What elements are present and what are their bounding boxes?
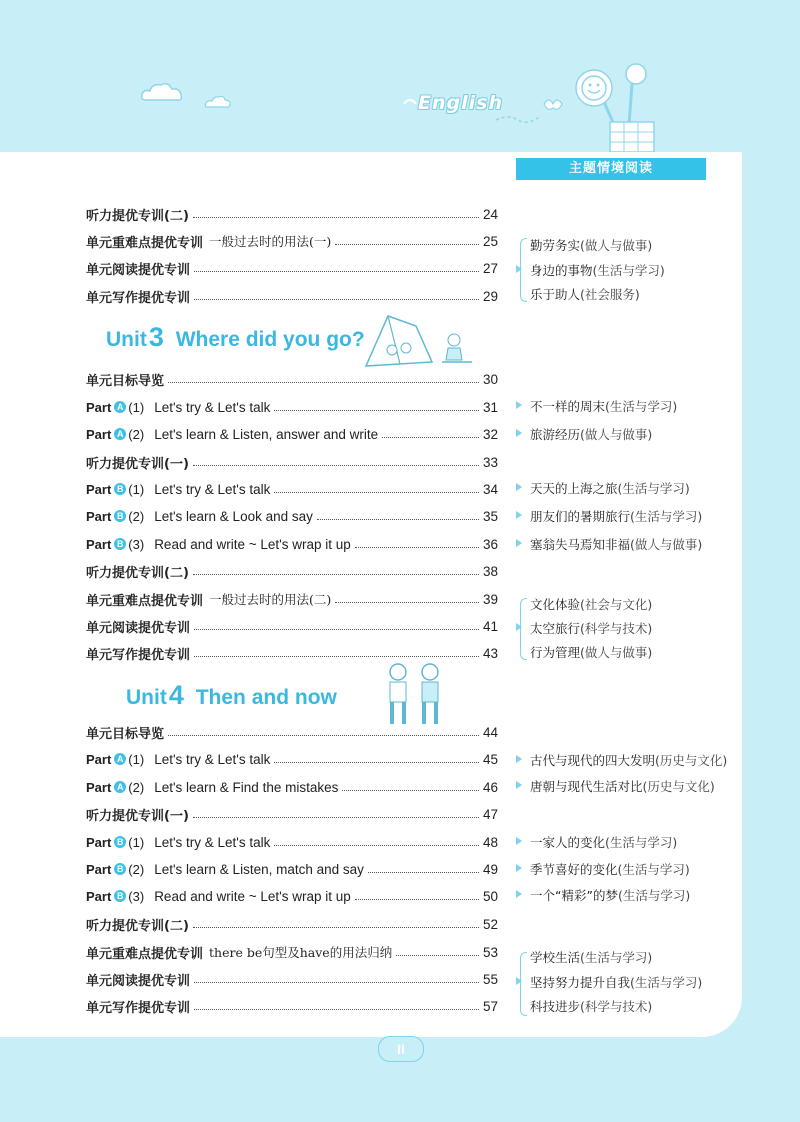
leader-dots <box>194 271 479 272</box>
toc-page-number: 33 <box>482 454 498 470</box>
toc-row-label: 听力提优专训(二) <box>86 208 189 224</box>
reading-topic-category: (生活与学习) <box>630 975 703 990</box>
reading-topic-category: (历史与文化) <box>655 753 728 768</box>
cloud-decoration-left <box>140 80 184 104</box>
leader-dots <box>194 1009 479 1010</box>
reading-topic-title: 勤劳务实 <box>530 238 581 253</box>
toc-page-number: 53 <box>482 944 498 960</box>
reading-topic-title: 天天的上海之旅 <box>530 481 618 496</box>
reading-topic-title: 太空旅行 <box>530 621 581 636</box>
toc-row-subtitle: 一般过去时的用法(二) <box>209 592 332 607</box>
reading-topic[interactable] <box>530 643 652 661</box>
toc-row[interactable] <box>86 561 498 581</box>
leader-dots <box>194 299 479 300</box>
lesson-title: Let's try & Let's talk <box>154 399 271 415</box>
leader-dots <box>274 410 479 411</box>
leader-dots <box>355 899 479 900</box>
part-label: Part <box>86 399 112 415</box>
toc-row[interactable] <box>86 804 498 824</box>
part-label: Part <box>86 751 112 767</box>
reading-topic[interactable] <box>530 973 702 991</box>
part-label: Part <box>86 508 112 524</box>
part-letter-badge: B <box>114 836 126 848</box>
toc-row[interactable] <box>86 397 498 417</box>
leader-dots <box>355 547 479 548</box>
toc-row[interactable] <box>86 204 498 224</box>
reading-topic[interactable] <box>530 397 677 415</box>
arrow-marker-icon <box>516 429 522 437</box>
reading-topic[interactable] <box>530 425 652 443</box>
toc-row[interactable] <box>86 506 498 526</box>
toc-page-number: 34 <box>482 481 498 497</box>
part-label: Part <box>86 536 112 552</box>
two-boys-illustration <box>380 662 450 726</box>
leader-dots <box>193 817 479 818</box>
reading-topic-title: 古代与现代的四大发明 <box>530 753 656 768</box>
reading-topic-title: 学校生活 <box>530 950 581 965</box>
toc-page-number: 41 <box>482 618 498 634</box>
unit-4-heading <box>126 680 337 711</box>
unit-3-heading <box>106 322 365 353</box>
reading-topic-title: 朋友们的暑期旅行 <box>530 509 631 524</box>
toc-row[interactable] <box>86 534 498 554</box>
reading-topic[interactable] <box>530 751 727 769</box>
toc-row-label: 单元目标导览 <box>86 726 165 742</box>
page-number: II <box>378 1036 424 1062</box>
toc-row[interactable] <box>86 479 498 499</box>
lesson-title: Let's learn & Listen, answer and write <box>154 426 379 442</box>
group-bracket <box>520 952 527 1016</box>
toc-row[interactable] <box>86 886 498 906</box>
reading-topic-title: 科技进步 <box>530 999 581 1014</box>
tent-children-illustration <box>362 310 478 370</box>
reading-topic-category: (社会服务) <box>580 287 640 302</box>
unit-label: Unit <box>126 686 167 709</box>
toc-page-number: 25 <box>482 233 498 249</box>
toc-row-label: 听力提优专训(二) <box>86 565 189 581</box>
reading-topic-category: (生活与学习) <box>580 950 653 965</box>
leader-dots <box>168 382 479 383</box>
toc-page-number: 46 <box>482 779 498 795</box>
reading-topic[interactable] <box>530 479 690 497</box>
arrow-marker-icon <box>516 483 522 491</box>
toc-page-number: 39 <box>482 591 498 607</box>
toc-row[interactable] <box>86 722 498 742</box>
reading-topic[interactable] <box>530 619 652 637</box>
leader-dots <box>194 656 479 657</box>
reading-topic-title: 不一样的周末 <box>530 399 606 414</box>
group-bracket <box>520 598 527 660</box>
toc-row-label: 单元重难点提优专训 <box>86 235 204 251</box>
unit-number: 3 <box>148 322 164 352</box>
part-index: (3) <box>128 888 145 904</box>
part-letter-badge: A <box>114 781 126 793</box>
toc-row-label: 单元重难点提优专训 <box>86 593 204 609</box>
reading-topic-title: 唐朝与现代生活对比 <box>530 779 643 794</box>
reading-topic-title: 一家人的变化 <box>530 835 606 850</box>
reading-topic-category: (科学与技术) <box>580 999 653 1014</box>
lesson-title: Let's learn & Look and say <box>154 508 313 524</box>
leader-dots <box>342 790 479 791</box>
toc-row[interactable] <box>86 424 498 444</box>
leader-dots <box>193 574 479 575</box>
leader-dots <box>382 437 479 438</box>
toc-page-number: 55 <box>482 971 498 987</box>
part-label: Part <box>86 779 112 795</box>
toc-row-label: 单元写作提优专训 <box>86 1000 191 1016</box>
leader-dots <box>317 519 479 520</box>
toc-row[interactable] <box>86 777 498 797</box>
toc-row-label: 单元重难点提优专训 <box>86 946 204 962</box>
reading-topic[interactable] <box>530 948 652 966</box>
reading-topic-category: (生活与学习) <box>605 399 678 414</box>
part-index: (2) <box>128 508 145 524</box>
toc-page-number: 36 <box>482 536 498 552</box>
part-index: (2) <box>128 861 145 877</box>
toc-page-number: 50 <box>482 888 498 904</box>
part-index: (1) <box>128 834 145 850</box>
reading-topic-category: (做人与做事) <box>580 645 653 660</box>
toc-row[interactable] <box>86 589 498 609</box>
reading-topic[interactable] <box>530 261 665 279</box>
part-label: Part <box>86 426 112 442</box>
toc-row[interactable] <box>86 832 498 852</box>
reading-topic-category: (做人与做事) <box>580 238 653 253</box>
reading-topic-title: 一个“精彩”的梦 <box>530 888 618 903</box>
leader-dots <box>193 927 479 928</box>
toc-page-number: 24 <box>482 206 498 222</box>
reading-topic-category: (生活与学习) <box>592 263 665 278</box>
toc-row[interactable] <box>86 286 498 306</box>
part-label: Part <box>86 888 112 904</box>
unit-title-text: Where did you go? <box>175 328 365 351</box>
reading-topic-category: (生活与学习) <box>630 509 703 524</box>
part-letter-badge: A <box>114 428 126 440</box>
toc-row[interactable] <box>86 643 498 663</box>
reading-topic-title: 身边的事物 <box>530 263 593 278</box>
toc-row-subtitle: 一般过去时的用法(一) <box>209 234 332 249</box>
unit-label: Unit <box>106 328 147 351</box>
part-index: (3) <box>128 536 145 552</box>
arrow-marker-icon <box>516 511 522 519</box>
toc-page-number: 32 <box>482 426 498 442</box>
reading-topic-title: 乐于助人 <box>530 287 581 302</box>
leader-dots <box>335 602 479 603</box>
toc-page-number: 35 <box>482 508 498 524</box>
leader-dots <box>274 845 479 846</box>
toc-row[interactable] <box>86 258 498 278</box>
arrow-marker-icon <box>516 781 522 789</box>
lesson-title: Let's try & Let's talk <box>154 481 271 497</box>
arrow-marker-icon <box>516 864 522 872</box>
english-brand-text: English <box>418 92 503 114</box>
toc-row[interactable] <box>86 859 498 879</box>
toc-row[interactable] <box>86 996 498 1016</box>
reading-topic[interactable] <box>530 535 702 553</box>
reading-topic-category: (生活与学习) <box>605 835 678 850</box>
leader-dots <box>274 492 479 493</box>
sunflower-icon <box>570 58 680 154</box>
toc-row-subtitle: there be句型及have的用法归纳 <box>209 945 393 960</box>
arrow-marker-icon <box>516 890 522 898</box>
reading-topic-title: 坚持努力提升自我 <box>530 975 631 990</box>
part-index: (1) <box>128 481 145 497</box>
arrow-marker-icon <box>516 539 522 547</box>
part-letter-badge: A <box>114 753 126 765</box>
toc-row[interactable] <box>86 616 498 636</box>
unit-title-text: Then and now <box>195 686 337 709</box>
reading-topic-category: (做人与做事) <box>580 427 653 442</box>
part-letter-badge: A <box>114 401 126 413</box>
leader-dots <box>168 735 479 736</box>
arrow-marker-icon <box>516 755 522 763</box>
toc-page-number: 57 <box>482 998 498 1014</box>
reading-topic-category: (生活与学习) <box>617 888 691 903</box>
part-index: (1) <box>128 751 145 767</box>
toc-row[interactable] <box>86 749 498 769</box>
toc-page-number: 44 <box>482 724 498 740</box>
part-index: (1) <box>128 399 145 415</box>
reading-topic-category: (科学与技术) <box>580 621 653 636</box>
toc-page-number: 49 <box>482 861 498 877</box>
reading-topic[interactable] <box>530 860 690 878</box>
leader-dots <box>193 465 479 466</box>
part-letter-badge: B <box>114 538 126 550</box>
toc-row[interactable] <box>86 914 498 934</box>
lesson-title: Read and write ~ Let's wrap it up <box>154 536 351 552</box>
reading-topic-category: (社会与文化) <box>580 597 653 612</box>
reading-topic[interactable] <box>530 777 715 795</box>
part-label: Part <box>86 481 112 497</box>
section-header-theme-reading: 主题情境阅读 <box>516 158 706 180</box>
toc-row-label: 听力提优专训(一) <box>86 456 189 472</box>
toc-row[interactable] <box>86 452 498 472</box>
part-index: (2) <box>128 779 145 795</box>
lesson-title: Read and write ~ Let's wrap it up <box>154 888 351 904</box>
reading-topic[interactable] <box>530 833 677 851</box>
toc-row-label: 单元阅读提优专训 <box>86 973 191 989</box>
unit-number: 4 <box>168 680 184 710</box>
leader-dots <box>335 244 479 245</box>
lesson-title: Let's learn & Listen, match and say <box>154 861 364 877</box>
toc-row[interactable] <box>86 969 498 989</box>
toc-page-number: 29 <box>482 288 498 304</box>
reading-topic-title: 季节喜好的变化 <box>530 862 618 877</box>
part-index: (2) <box>128 426 145 442</box>
toc-row-label: 单元目标导览 <box>86 373 165 389</box>
toc-page-number: 27 <box>482 260 498 276</box>
reading-topic[interactable] <box>530 285 640 303</box>
leader-dots <box>396 955 479 956</box>
part-letter-badge: B <box>114 890 126 902</box>
part-letter-badge: B <box>114 863 126 875</box>
part-label: Part <box>86 861 112 877</box>
cloud-decoration-small <box>204 94 232 110</box>
leader-dots <box>194 982 479 983</box>
toc-page-number: 43 <box>482 645 498 661</box>
lesson-title: Let's try & Let's talk <box>154 834 271 850</box>
reading-topic-category: (做人与做事) <box>630 537 703 552</box>
toc-row-label: 单元阅读提优专训 <box>86 262 191 278</box>
reading-topic-title: 文化体验 <box>530 597 581 612</box>
toc-row-label: 单元阅读提优专训 <box>86 620 191 636</box>
toc-row-label: 听力提优专训(二) <box>86 918 189 934</box>
toc-row-label: 单元写作提优专训 <box>86 290 191 306</box>
arrow-marker-icon <box>516 837 522 845</box>
leader-dots <box>274 762 479 763</box>
toc-page-number: 52 <box>482 916 498 932</box>
toc-row-label: 听力提优专训(一) <box>86 808 189 824</box>
lesson-title: Let's learn & Find the mistakes <box>154 779 339 795</box>
arrow-marker-icon <box>516 401 522 409</box>
toc-page-number: 30 <box>482 371 498 387</box>
leader-dots <box>193 217 479 218</box>
reading-topic-category: (生活与学习) <box>617 862 690 877</box>
toc-page-number: 48 <box>482 834 498 850</box>
toc-page-number: 38 <box>482 563 498 579</box>
group-bracket <box>520 238 527 302</box>
reading-topic-title: 行为管理 <box>530 645 581 660</box>
leader-dots <box>194 629 479 630</box>
part-letter-badge: B <box>114 510 126 522</box>
toc-row[interactable] <box>86 231 498 251</box>
reading-topic-title: 塞翁失马焉知非福 <box>530 537 631 552</box>
toc-row[interactable] <box>86 942 498 962</box>
reading-topic-category: (生活与学习) <box>617 481 690 496</box>
reading-topic[interactable] <box>530 886 690 904</box>
toc-row[interactable] <box>86 369 498 389</box>
reading-topic[interactable] <box>530 236 652 254</box>
lesson-title: Let's try & Let's talk <box>154 751 271 767</box>
leader-dots <box>368 872 479 873</box>
toc-page-number: 31 <box>482 399 498 415</box>
toc-row-label: 单元写作提优专训 <box>86 647 191 663</box>
part-label: Part <box>86 834 112 850</box>
reading-topic-title: 旅游经历 <box>530 427 581 442</box>
toc-page-number: 47 <box>482 806 498 822</box>
reading-topic[interactable] <box>530 997 652 1015</box>
reading-topic[interactable] <box>530 595 652 613</box>
reading-topic-category: (历史与文化) <box>642 779 715 794</box>
toc-page-number: 45 <box>482 751 498 767</box>
part-letter-badge: B <box>114 483 126 495</box>
reading-topic[interactable] <box>530 507 702 525</box>
